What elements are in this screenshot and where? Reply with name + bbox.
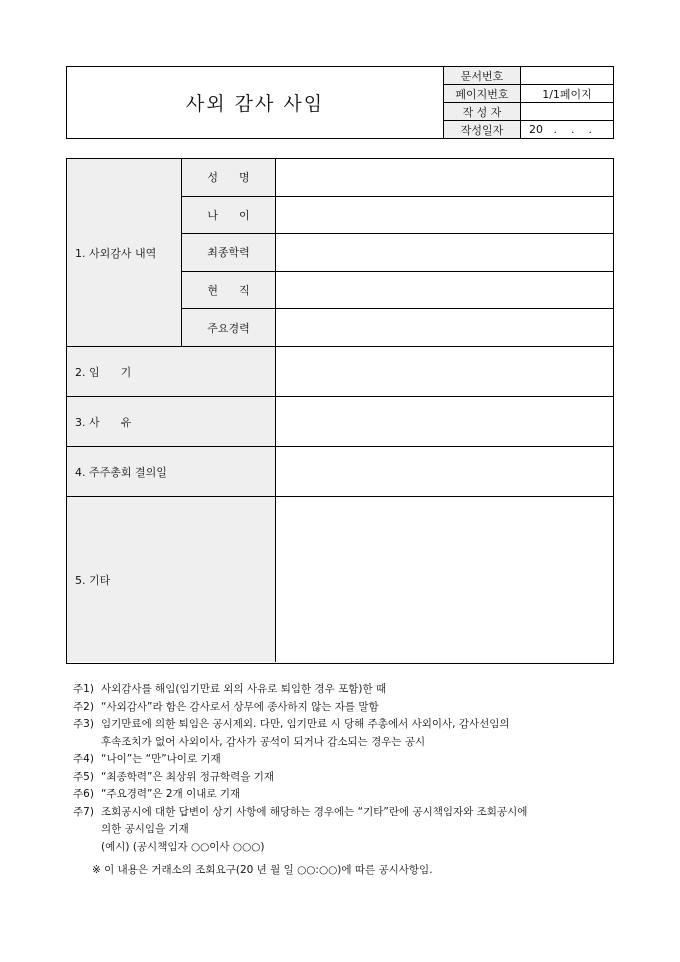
field-label-name: 성 명 bbox=[182, 159, 275, 197]
note-number: 주7) bbox=[73, 805, 94, 818]
meta-row-doc-number bbox=[444, 67, 613, 85]
field-value-current-position[interactable] bbox=[276, 272, 613, 310]
row-label: 2. 임 기 bbox=[67, 347, 276, 396]
meta-value: 20 . . . bbox=[529, 123, 592, 136]
note-number: 주1) bbox=[73, 683, 94, 695]
meta-row-author bbox=[444, 103, 613, 121]
field-value-age[interactable] bbox=[276, 197, 613, 235]
field-label-current-position: 현 직 bbox=[182, 272, 275, 310]
note-item bbox=[73, 751, 633, 769]
note-number: 주3) bbox=[73, 718, 94, 730]
note-item bbox=[73, 716, 633, 734]
meta-label: 문서번호 bbox=[444, 67, 521, 84]
note-item bbox=[73, 699, 633, 717]
document-meta-table bbox=[444, 67, 613, 138]
note-item bbox=[73, 681, 633, 699]
note-text: “최종학력”은 최상위 정규학력을 기재 bbox=[101, 770, 275, 783]
field-label-education: 최종학력 bbox=[182, 234, 275, 272]
note-number: 주2) bbox=[73, 700, 94, 713]
meta-label: 작성일자 bbox=[444, 121, 521, 138]
field-label-age: 나 이 bbox=[182, 197, 275, 235]
notes bbox=[73, 681, 633, 856]
note-item bbox=[73, 804, 633, 822]
row-shareholder-resolution-date bbox=[67, 447, 613, 497]
note-text: “나이”는 “만”나이로 기재 bbox=[101, 753, 221, 765]
meta-row-date bbox=[444, 121, 613, 138]
note-text: 조회공시에 대한 답변이 상기 사항에 해당하는 경우에는 “기타”란에 공시책임자와 조회공시에 bbox=[101, 805, 528, 818]
note-item bbox=[73, 786, 633, 804]
footer-disclosure-note: ※ 이 내용은 거래소의 조회요구(20 년 월 일 ○○:○○)에 따른 공시사항임. bbox=[92, 864, 433, 876]
row-value-term[interactable] bbox=[276, 347, 613, 396]
row-other bbox=[67, 497, 613, 662]
document-title: 사외 감사 사임 bbox=[67, 67, 444, 138]
document-header bbox=[66, 66, 614, 139]
note-number: 주4) bbox=[73, 753, 94, 765]
row-reason bbox=[67, 397, 613, 447]
field-value-education[interactable] bbox=[276, 234, 613, 272]
row-label: 5. 기타 bbox=[67, 497, 276, 662]
meta-row-page-number bbox=[444, 85, 613, 103]
note-text: “주요경력”은 2개 이내로 기재 bbox=[101, 788, 241, 800]
row-term bbox=[67, 347, 613, 397]
meta-label: 페이지번호 bbox=[444, 85, 521, 102]
sub-values bbox=[276, 159, 613, 346]
section-label: 1. 사외감사 내역 bbox=[67, 159, 182, 346]
note-text: 임기만료에 의한 퇴임은 공시제외. 다만, 임기만료 시 당해 주총에서 사외이사, 감사선임의 bbox=[101, 718, 510, 730]
row-value-resolution-date[interactable] bbox=[276, 447, 613, 496]
note-text: 사외감사를 해임(임기만료 외의 사유로 퇴임한 경우 포함)한 때 bbox=[101, 683, 387, 695]
note-number: 주5) bbox=[73, 770, 94, 783]
row-label: 4. 주주총회 결의일 bbox=[67, 447, 276, 496]
row-value-other[interactable] bbox=[276, 497, 613, 662]
note-item bbox=[73, 769, 633, 787]
field-value-name[interactable] bbox=[276, 159, 613, 197]
field-value-career[interactable] bbox=[276, 309, 613, 346]
form-table bbox=[66, 158, 614, 664]
meta-value bbox=[521, 67, 613, 84]
row-label: 3. 사 유 bbox=[67, 397, 276, 446]
note-example: (예시) (공시책임자 ○○이사 ○○○) bbox=[101, 840, 265, 853]
note-continuation: 후속조치가 없어 사외이사, 감사가 공석이 되거나 감소되는 경우는 공시 bbox=[101, 735, 426, 748]
meta-value: 1/1페이지 bbox=[542, 87, 592, 101]
sub-labels bbox=[182, 159, 276, 346]
meta-label: 작 성 자 bbox=[444, 103, 521, 120]
note-number: 주6) bbox=[73, 788, 94, 800]
section-outside-auditor-details bbox=[67, 159, 613, 347]
note-continuation: 의한 공시임을 기재 bbox=[101, 823, 189, 835]
note-text: “사외감사”라 함은 감사로서 상무에 종사하지 않는 자를 말함 bbox=[101, 700, 379, 713]
row-value-reason[interactable] bbox=[276, 397, 613, 446]
meta-value bbox=[521, 103, 613, 120]
field-label-career: 주요경력 bbox=[207, 321, 250, 335]
